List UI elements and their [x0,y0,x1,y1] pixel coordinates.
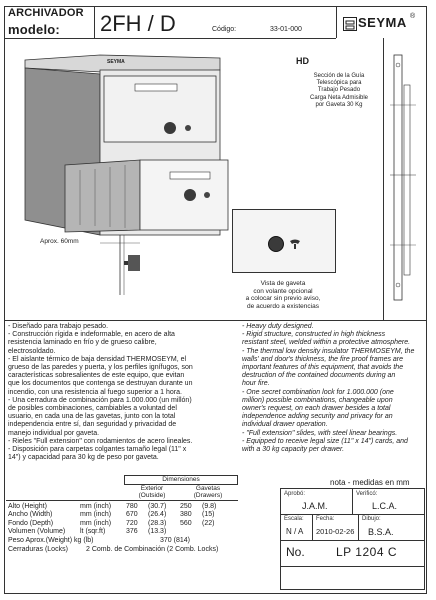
row-drw [178,528,200,537]
row-unit: mm (inch) [80,511,112,519]
english-description [242,323,422,454]
row-ext: 720 [126,519,138,527]
text-line: individual drawer operation. [242,421,328,429]
weight-label: Peso Aprox.(Weight) kg (lb) [8,537,94,544]
table-row [6,511,228,520]
hd-line: Telescópica para [316,80,362,87]
locks-value: 2 Comb. de Combinación (2 Comb. Locks) [86,546,219,553]
table-row [6,519,228,528]
col-exterior-header [124,485,180,499]
number-value: LP 1204 C [336,545,397,559]
date-value: 2010-02-26 [316,527,355,536]
row-drw: 380 [180,511,192,519]
scale-value: N / A [286,527,304,536]
approved-value: J.A.M. [302,501,328,511]
text-line: - Rieles "Full extension" con rodamientos de acero lineales. [8,437,193,445]
hd-description [298,73,380,109]
text-line: - Heavy duty designed. [242,323,314,330]
text-line: - Rigid structure, constructed in high thickness [242,331,386,339]
text-line: owner's request, on each drawer besides a total [242,405,391,413]
text-line: - Una cerradura de combinación para 1.000.000 (un millón) [8,396,192,404]
text-line: - El aislante térmico de baja densidad THERMOSEYM, el [8,355,187,363]
dimensions-title: Dimensiones [124,475,238,485]
row-ext-in: (13.3) [148,528,167,536]
cabinet-brand-label: SEYMA [107,59,125,65]
text-line: destruction of the contained documents during an [242,372,396,380]
hd-line: por Gaveta 30 Kg [315,101,363,108]
product-type: ARCHIVADOR [8,7,84,19]
row-unit: mm (inch) [80,519,112,527]
row-drw: 250 [180,502,192,510]
row-label: Alto (Height) [8,502,47,510]
row-label: Ancho (Width) [8,511,53,519]
drawer-handle-icon [289,238,301,252]
scale-label: Escala: [284,516,304,522]
row-ext-in: (28.3) [148,519,167,527]
hd-line: Trabajo Pesado [317,87,361,94]
drawing-label: Dibujo: [362,516,381,522]
text-line: manejo individual por gaveta. [8,429,100,437]
text-line: million) possible combinations, changeable upon [242,396,393,404]
col-header: Exterior [140,485,164,492]
row-ext-in: (26.4) [148,511,167,519]
text-line: de posibles combinaciones, cambiables a voluntad del [8,405,177,413]
text-line: independencia entre sí, dan seguridad y privacidad de [8,421,177,429]
table-row [6,502,228,511]
text-line: - Equipped to receive legal size (11" x 14") cards, and [242,437,408,445]
text-line: - Construcción rígida e indeformable, en acero de alta [8,331,175,339]
verified-value: L.C.A. [372,501,398,511]
text-line: walls' and door's thickness, the fire proof frames are [242,355,404,363]
text-line: electrosoldado. [8,347,56,355]
spanish-description [8,323,230,462]
text-line: - Disposición para carpetas colgantes tamaño legal (11" x [8,446,187,454]
col-header: Gavetas [195,485,221,492]
table-row [6,528,228,537]
row-ext: 670 [126,511,138,519]
col-drawers-header [180,485,236,499]
weight-value: 370 (814) [160,537,190,544]
row-unit: mm (inch) [80,502,112,510]
model-label: modelo: [8,22,60,37]
number-label: No. [286,545,305,559]
text-line: - "Full extension" slides, with steel linear bearings. [242,429,398,437]
seyma-logo-icon [343,17,357,31]
text-line: resistencia laminado en frío y de grueso calibre, [8,339,157,347]
dimensions-table [6,502,228,536]
caption-line: de acuerdo a existencias [247,302,319,310]
cabinet-illustration [20,50,235,240]
caption-line: a colocar sin previo aviso, [245,295,321,303]
approved-label: Aprobó: [284,491,306,497]
text-line: independence adding security and privacy for an [242,413,393,421]
drawing-value: B.S.A. [368,527,394,537]
verified-label: Verificó: [356,491,378,497]
caption-line: Vista de gaveta [260,280,306,287]
row-ext: 376 [126,528,138,536]
model-code: 2FH / D [100,11,176,36]
row-drw-in: (15) [202,511,215,519]
hd-title: HD [296,56,309,66]
col-header-en: (Drawers) [193,492,223,499]
text-line: características sobresalientes de este equipo, que evitan [8,372,185,380]
text-line: - One secret combination lock for 1.000.000 (one [242,388,394,396]
hd-line: Sección de la Guía [313,73,365,79]
row-drw-in [200,528,228,537]
row-unit: lt (sqr.ft) [80,528,106,536]
locks-label: Cerraduras (Locks) [8,546,68,553]
code-label: Código: [212,26,237,33]
row-label: Volumen (Volume) [8,528,66,536]
text-line: resistant steel, welded within a protective atmosphere. [242,339,411,347]
brand-name: SEYMA [358,15,407,30]
row-ext-in: (30.7) [148,502,167,510]
row-ext: 780 [126,502,138,510]
measurement-note: nota - medidas en mm [330,478,410,487]
text-line: - Diseñado para trabajo pesado. [8,323,109,330]
text-line: que los documentos que contenga se destruyan durante un [8,380,193,388]
text-line: hour fire. [242,380,270,388]
text-line: usuario, en cada una de las gavetas, junto con la total [8,413,176,421]
text-line: 14") y capacidad para 30 kg de peso por gaveta. [8,454,159,462]
handle-detail-drawing [100,235,150,295]
approx-label: Aprox. 60mm [40,238,79,245]
drawer-view-panel [232,209,336,273]
row-drw-in: (9.8) [202,502,217,510]
col-header-en: (Outside) [138,492,166,499]
caption-line: con volante opcional [253,287,313,295]
rail-section-drawing [386,45,422,315]
drawer-view-caption [222,280,344,310]
text-line: incendio, con una resistencia al fuego superior a 1 hora. [8,388,182,396]
code-value: 33-01-000 [270,26,302,33]
row-drw: 560 [180,519,192,527]
text-line: grueso de las paredes y puerta, y los perfiles ignífugos, son [8,364,193,372]
text-line: important features of this equipment, that avoids the [242,364,404,372]
row-drw-in: (22) [202,519,215,527]
combination-dial-icon [268,236,284,252]
date-label: Fecha: [316,516,335,522]
brand-registered: ® [410,13,416,20]
text-line: - The thermal low density insulator THERMOSEYM, the [242,347,415,355]
hd-line: Carga Neta Admisible [309,94,369,101]
row-label: Fondo (Depth) [8,519,54,527]
text-line: with a 30 kg capacity per drawer. [242,446,345,454]
